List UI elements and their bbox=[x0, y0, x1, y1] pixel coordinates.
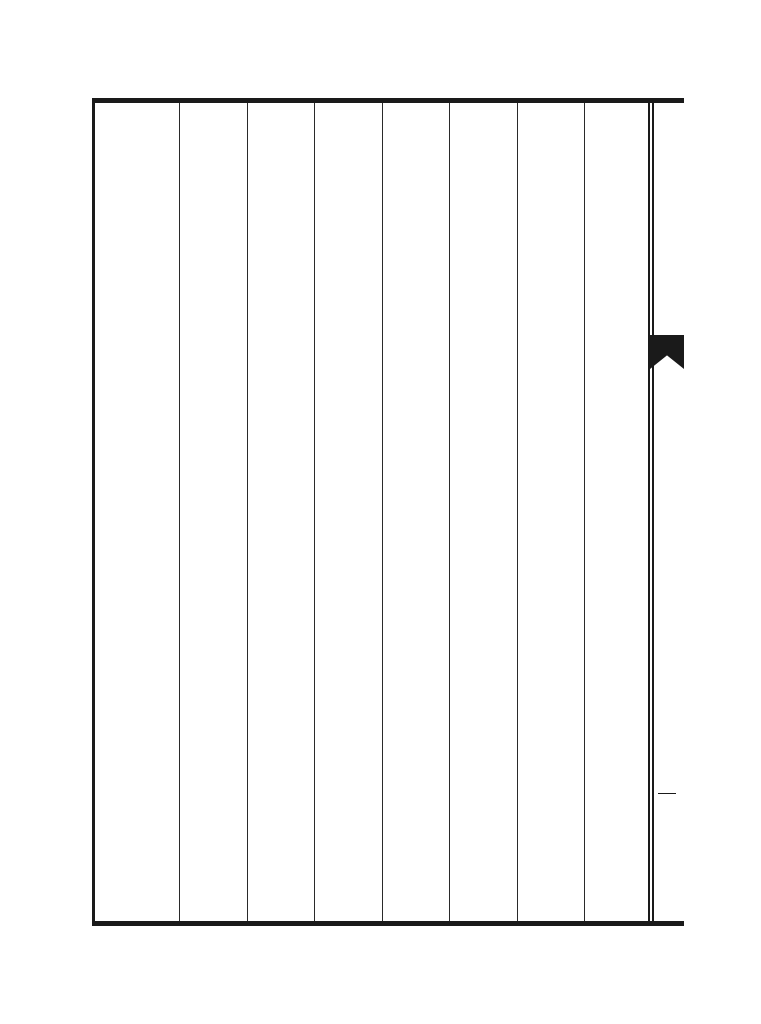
fishtail-mark-icon bbox=[650, 335, 684, 369]
column-rule bbox=[449, 103, 450, 921]
text-column-2 bbox=[521, 112, 583, 912]
text-column-8 bbox=[114, 112, 176, 912]
text-column-3 bbox=[453, 112, 515, 912]
margin-column bbox=[648, 98, 684, 926]
column-rule bbox=[382, 103, 383, 921]
margin-tick-mark bbox=[658, 793, 676, 794]
column-rule bbox=[247, 103, 248, 921]
text-column-4 bbox=[386, 112, 448, 912]
text-column-7 bbox=[183, 112, 245, 912]
text-column-6 bbox=[251, 112, 313, 912]
column-rule bbox=[517, 103, 518, 921]
column-rule bbox=[179, 103, 180, 921]
column-rule bbox=[314, 103, 315, 921]
text-column-1 bbox=[588, 112, 650, 912]
text-column-5 bbox=[318, 112, 380, 912]
column-rule bbox=[584, 103, 585, 921]
